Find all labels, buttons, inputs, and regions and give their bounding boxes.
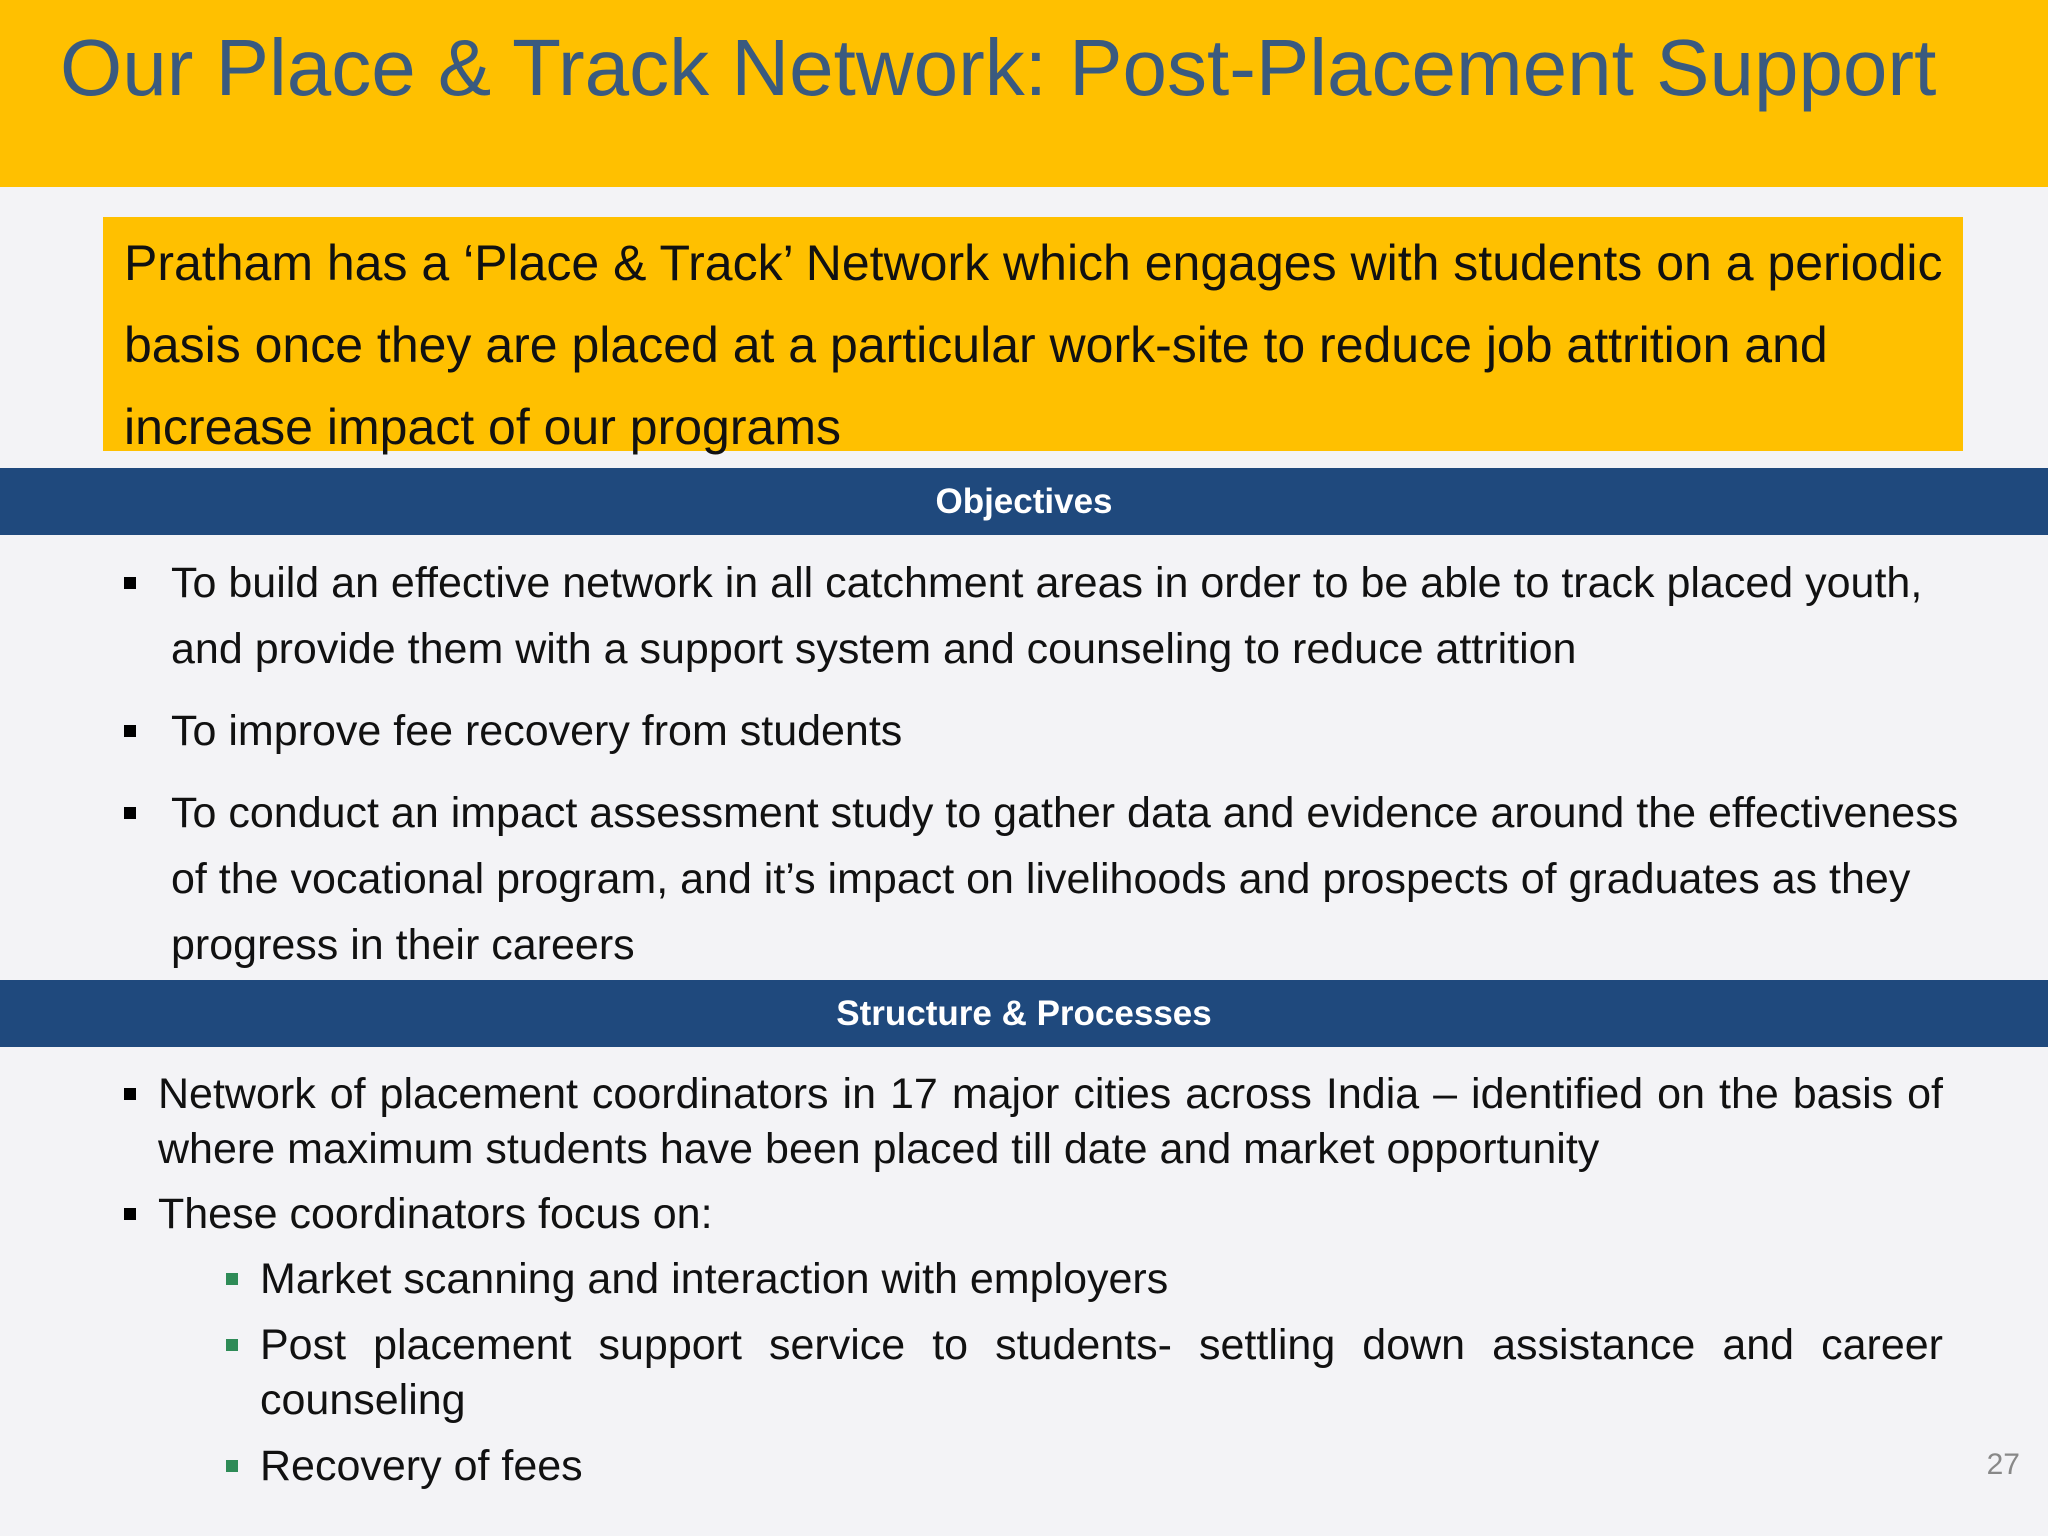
structure-list — [0, 1067, 2048, 1494]
bullet-square-green-icon — [226, 1273, 238, 1285]
bullet-square-icon — [124, 1088, 136, 1100]
bullet-square-icon — [124, 725, 136, 737]
list-item: To improve fee recovery from students — [0, 698, 1971, 764]
list-item: Network of placement coordinators in 17 major cities across India – identified on the basis of where maximum students have been placed till date and market opportunity — [0, 1067, 1943, 1177]
slide-title: Our Place & Track Network: Post-Placement Support — [60, 23, 1937, 112]
sub-list-item: Recovery of fees — [0, 1439, 1943, 1494]
bullet-square-icon — [124, 807, 136, 819]
objectives-list — [0, 550, 2048, 978]
list-item: To conduct an impact assessment study to gather data and evidence around the effectiveness of the vocational program, and it’s impact on livelihoods and prospects of graduates as they progress in their careers — [0, 780, 1971, 978]
bullet-square-icon — [124, 1208, 136, 1220]
bullet-square-green-icon — [226, 1460, 238, 1472]
bullet-square-icon — [124, 577, 136, 589]
structure-heading: Structure & Processes — [0, 980, 2048, 1047]
intro-text: Pratham has a ‘Place & Track’ Network which engages with students on a periodic basis once they are placed at a particular work-site to reduce job attrition and increase impact of our programs — [124, 235, 1943, 455]
objectives-heading: Objectives — [0, 468, 2048, 535]
list-item: These coordinators focus on: — [0, 1187, 1943, 1242]
sub-list-item: Post placement support service to students- settling down assistance and career counseling — [0, 1318, 1943, 1428]
bullet-square-green-icon — [226, 1339, 238, 1351]
list-item: To build an effective network in all catchment areas in order to be able to track placed youth, and provide them with a support system and counseling to reduce attrition — [0, 550, 1971, 682]
page-number: 27 — [1986, 1448, 2020, 1481]
sub-list-item: Market scanning and interaction with employers — [0, 1252, 1943, 1307]
